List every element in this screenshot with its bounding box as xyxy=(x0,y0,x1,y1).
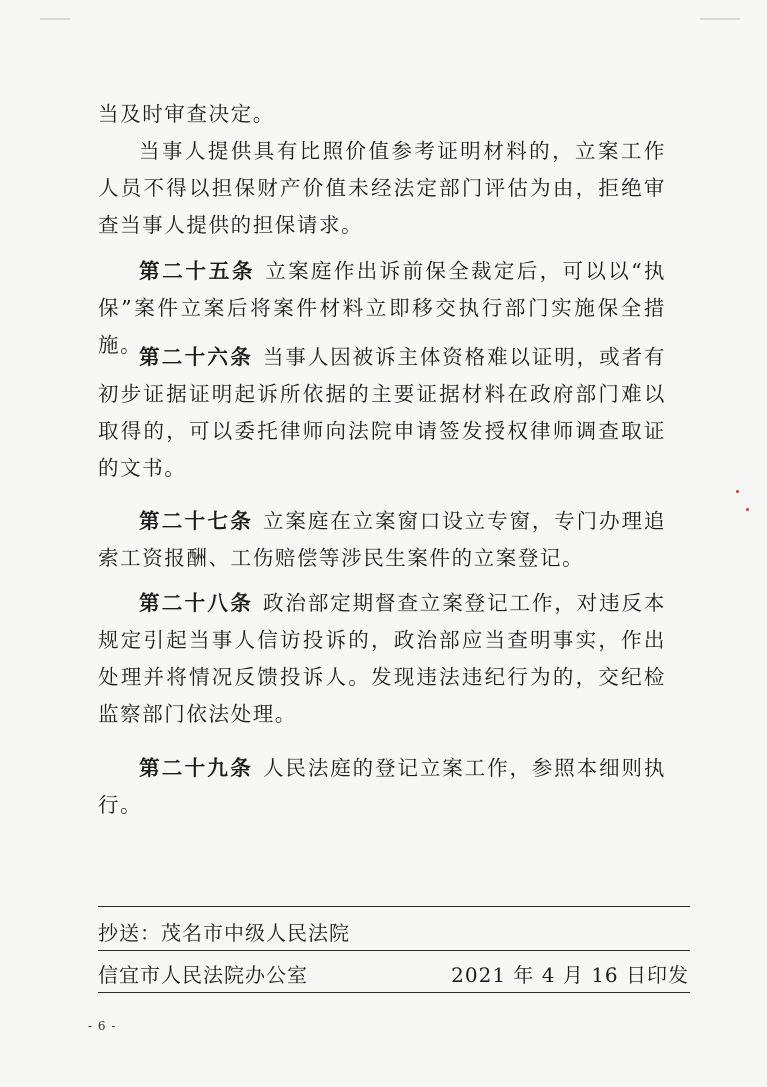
cc-line xyxy=(98,917,350,946)
cc-label: 抄送： xyxy=(98,921,161,945)
article-text: 立案庭作出诉前保全裁定后，可以以“执保”案件立案后将案件材料立即移交执行部门实施保全措施。 xyxy=(98,259,667,357)
page-number: - 6 - xyxy=(88,1019,117,1033)
paragraph-text: 当事人提供具有比照价值参考证明材料的，立案工作人员不得以担保财产价值未经法定部门评估为由，拒绝审查当事人提供的担保请求。 xyxy=(98,139,666,237)
footer-bottom-rule xyxy=(98,992,690,993)
scan-artifact xyxy=(40,18,70,20)
article-number: 第二十八条 xyxy=(139,591,254,615)
paragraph-text: 当及时审查决定。 xyxy=(98,102,275,126)
issue-date: 2021 年 4 月 16 日印发 xyxy=(451,963,689,987)
scan-artifact xyxy=(700,18,740,20)
article-number: 第二十七条 xyxy=(139,509,254,533)
scan-artifact xyxy=(746,508,749,511)
article-number: 第二十五条 xyxy=(139,259,256,283)
article-27 xyxy=(98,503,666,577)
article-28 xyxy=(98,585,666,733)
article-number: 第二十九条 xyxy=(139,756,254,780)
footer-top-rule xyxy=(98,906,690,907)
footer-middle-rule xyxy=(98,950,690,951)
paragraph xyxy=(98,96,666,133)
article-text: 立案庭在立案窗口设立专窗，专门办理追索工资报酬、工伤赔偿等涉民生案件的立案登记。 xyxy=(98,509,666,570)
article-29 xyxy=(98,750,666,824)
article-26 xyxy=(98,339,666,487)
article-number: 第二十六条 xyxy=(139,345,254,369)
cc-recipient: 茂名市中级人民法院 xyxy=(161,921,350,945)
article-text: 政治部定期督查立案登记工作，对违反本规定引起当事人信访投诉的，政治部应当查明事实，作出处理并将情况反馈投诉人。发现违法违纪行为的，交纪检监察部门依法处理。 xyxy=(98,591,666,726)
scan-artifact xyxy=(736,490,739,493)
issuing-office: 信宜市人民法院办公室 xyxy=(98,963,308,987)
article-text: 人民法庭的登记立案工作，参照本细则执行。 xyxy=(98,756,666,817)
paragraph xyxy=(98,133,666,244)
article-text: 当事人因被诉主体资格难以证明，或者有初步证据证明起诉所依据的主要证据材料在政府部门难以取得的，可以委托律师向法院申请签发授权律师调查取证的文书。 xyxy=(98,345,666,480)
